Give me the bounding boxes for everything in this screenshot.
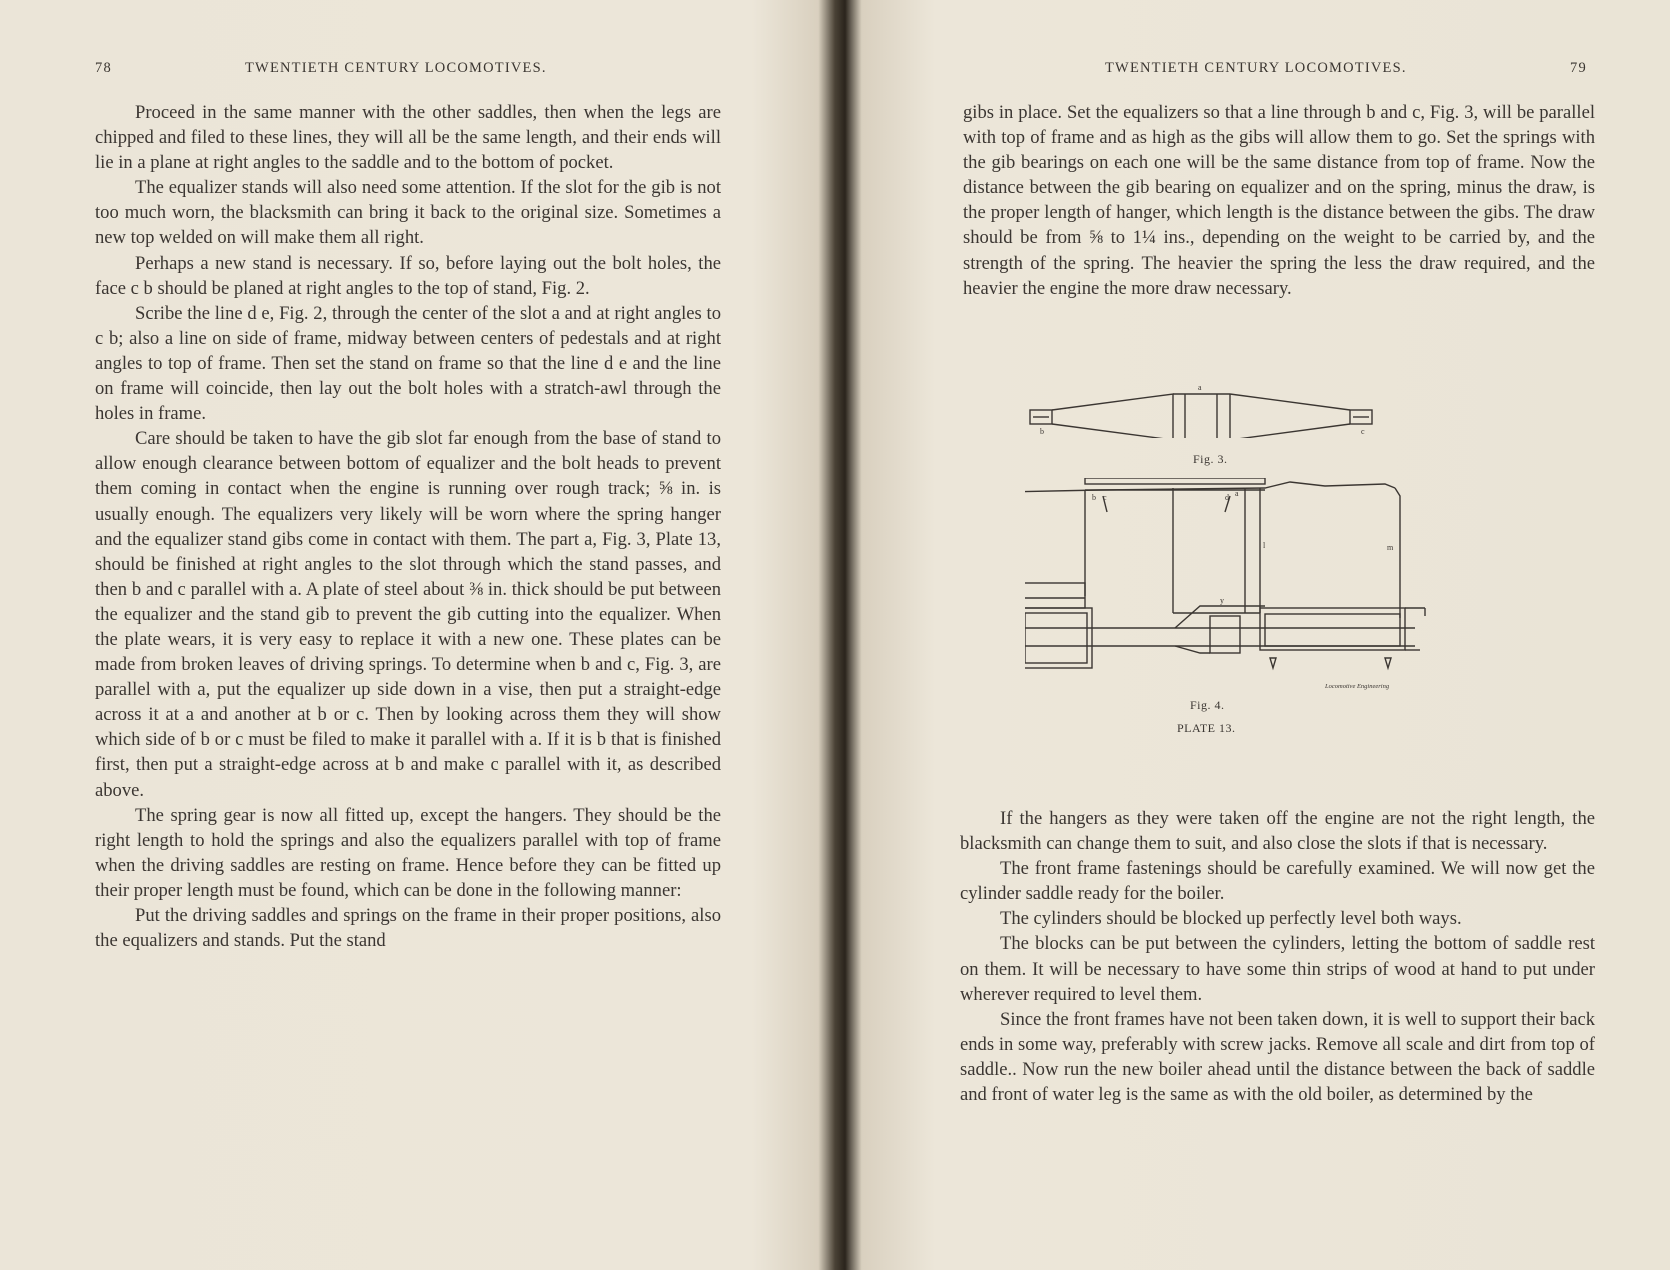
- fig-4-stand-drawing: [1025, 478, 1475, 693]
- paragraph: The equalizer stands will also need some attention. If the slot for the gib is not too much worn, the blacksmith can bring it back to the original size. Sometimes a new top welded on will make them all right.: [95, 177, 721, 249]
- right-page-text-top: [963, 100, 1595, 301]
- paragraph: The front frame fastenings should be carefully examined. We will now get the cylinder saddle ready for the boiler.: [960, 858, 1595, 905]
- running-head: TWENTIETH CENTURY LOCOMOTIVES.: [1105, 60, 1407, 76]
- paragraph: The cylinders should be blocked up perfectly level both ways.: [1000, 908, 1462, 930]
- fig-4-label-b: b: [1092, 493, 1096, 502]
- paragraph: The spring gear is now all fitted up, except the hangers. They should be the right length to hold the springs and also the equalizers parallel with top of frame when the driving saddles are resting on frame. Hence before they can be fitted up their proper length must be found, which can be done in the following manner:: [95, 804, 721, 901]
- fig-4-label-m: m: [1387, 543, 1394, 552]
- fig-4-label-d: d: [1225, 493, 1229, 502]
- right-page-text-bottom: [960, 806, 1595, 1107]
- fig-3-equalizer-drawing: [1025, 378, 1475, 438]
- fig-4-caption: Fig. 4.: [1190, 698, 1225, 712]
- fig-4-label-c: c: [1103, 493, 1107, 502]
- fig-3-caption: Fig. 3.: [1193, 452, 1228, 466]
- paragraph: Since the front frames have not been taken down, it is well to support their back ends in some way, preferably with screw jacks. Remove all scale and dirt from top of saddle.. Now run the new boiler ahead until the distance between the back of saddle and front of water leg is the same as with the old boiler, as determined by the: [960, 1008, 1595, 1106]
- fig-3-label-c: c: [1361, 427, 1365, 436]
- fig-3-label-b: b: [1040, 427, 1044, 436]
- fig-3-label-a: a: [1198, 383, 1202, 392]
- paragraph: Put the driving saddles and springs on the frame in their proper positions, also the equalizers and stands. Put the stand: [95, 905, 721, 952]
- paragraph: Proceed in the same manner with the other saddles, then when the legs are chipped and filed to these lines, they will all be the same length, and their ends will lie in a plane at right angles to the saddle and to the bottom of pocket.: [95, 102, 721, 174]
- fig-4-label-l: l: [1263, 541, 1266, 550]
- paragraph: Care should be taken to have the gib slot far enough from the base of stand to allow enough clearance between bottom of equalizer and the bolt heads to prevent them coming in contact when the engine is running over rough track; ⅝ in. is usually enough. The equalizers very likely will be worn where the spring hanger and the equalizer stand gibs come in contact with them. The part a, Fig. 3, Plate 13, should be finished at right angles to the slot through which the stand passes, and then b and c parallel with a. A plate of steel about ⅜ in. thick should be put between the equalizer and the stand gib to prevent the gib cutting into the equalizer. When the plate wears, it is very easy to replace it with a new one. These plates can be made from broken leaves of driving springs. To determine when b and c, Fig. 3, are parallel with a, put the equalizer up side down in a vise, then put a straight-edge across it at a and another at b or c. Then by looking across them they will show which side of b or c must be filed to make it parallel with a. If it is b that is finished first, then put a straight-edge across at b and make c parallel with it, as described above.: [95, 428, 721, 801]
- fig-4-label-y: y: [1220, 596, 1224, 605]
- paragraph: The blocks can be put between the cylinders, letting the bottom of saddle rest on them. It will be necessary to have some thin strips of wood at hand to put under wherever required to level them.: [960, 933, 1595, 1005]
- running-head: TWENTIETH CENTURY LOCOMOTIVES.: [245, 60, 547, 76]
- plate-13-figure: [1025, 378, 1475, 778]
- paragraph: Scribe the line d e, Fig. 2, through the center of the slot a and at right angles to c b; also a line on side of frame, midway between centers of pedestals and at right angles to top of frame. Then set the stand on frame so that the line d e and the line on frame will coincide, then lay out the bolt holes with a stratch-awl through the holes in frame.: [95, 302, 721, 425]
- figure-credit: Locomotive Engineering: [1325, 683, 1390, 690]
- right-page: [845, 0, 1665, 1270]
- left-page: [0, 0, 820, 1270]
- plate-caption: PLATE 13.: [1177, 721, 1236, 735]
- paragraph: Perhaps a new stand is necessary. If so, before laying out the bolt holes, the face c b should be planed at right angles to the top of stand, Fig. 2.: [95, 252, 721, 299]
- left-page-text: [95, 100, 721, 953]
- page-number: 78: [95, 60, 112, 76]
- paragraph: If the hangers as they were taken off the engine are not the right length, the blacksmith can change them to suit, and also close the slots if that is necessary.: [960, 808, 1595, 855]
- page-number: 79: [1570, 60, 1587, 76]
- paragraph: gibs in place. Set the equalizers so that a line through b and c, Fig. 3, will be parallel with top of frame and as high as the gibs will allow them to go. Set the springs with the gib bearings on each one will be the same distance from top of frame. Now the distance between the gib bearing on equalizer and on the spring, minus the draw, is the proper length of hanger, which length is the distance between the gibs. The draw should be from ⅝ to 1¼ ins., depending on the weight to be carried by, and the strength of the spring. The heavier the spring the less the draw required, and the heavier the engine the more draw necessary.: [963, 102, 1595, 299]
- fig-4-label-a: a: [1235, 489, 1239, 498]
